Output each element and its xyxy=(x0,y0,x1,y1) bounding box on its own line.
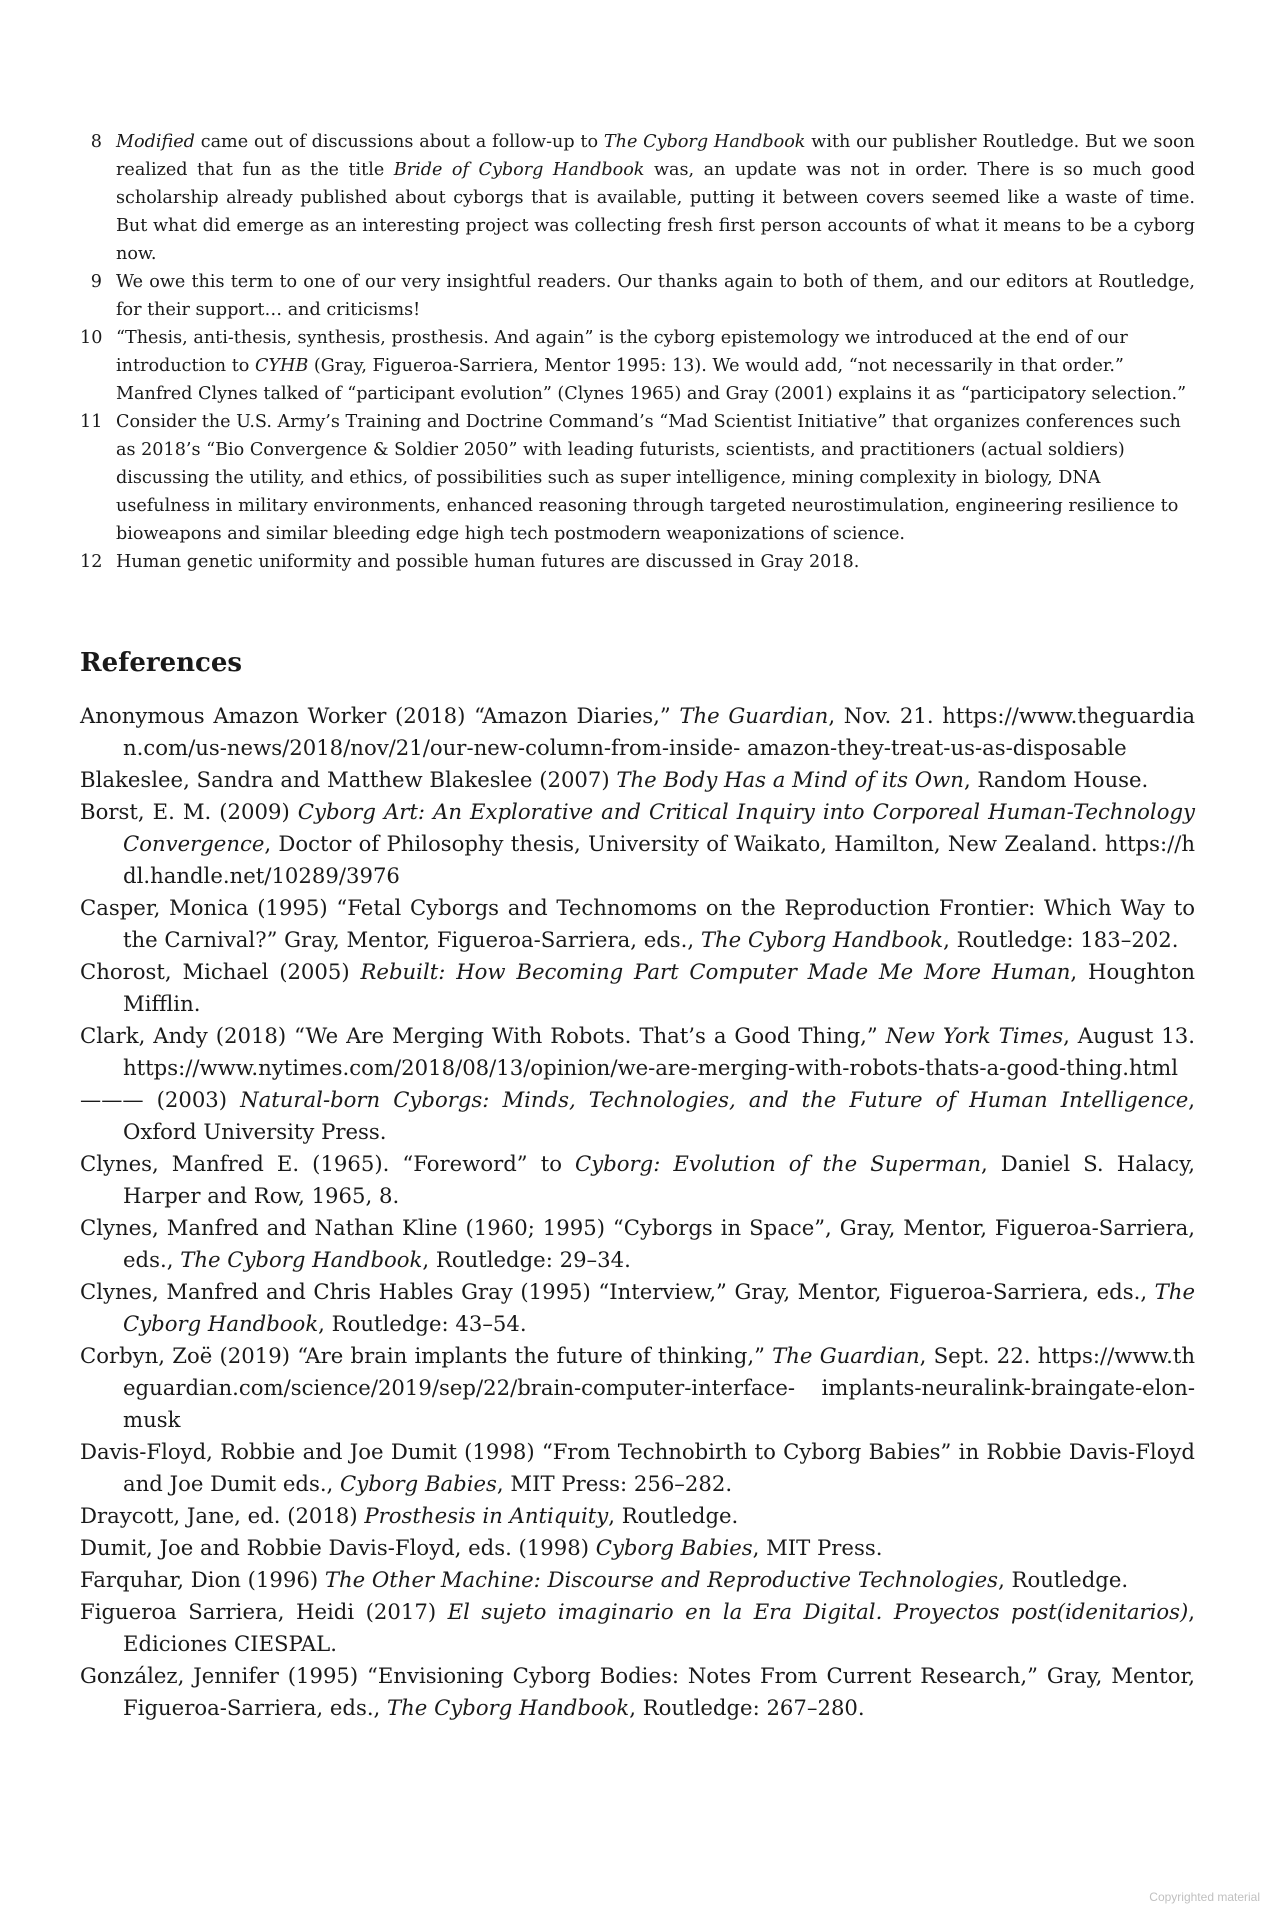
endnote-text xyxy=(116,324,1195,408)
url-text: https://www.theguardian.com/science/2019/sep/22/brain-computer-interface- implants-neuralink-braingate-elon-musk xyxy=(123,1343,1196,1432)
text-run: came out of discussions about a follow-up to xyxy=(194,132,604,152)
endnote-8 xyxy=(80,128,1195,268)
text-run: , Routledge. xyxy=(608,1503,739,1528)
references-heading: References xyxy=(80,648,243,678)
italic-title: Cyborg Babies xyxy=(595,1535,753,1560)
italic-title: Modified xyxy=(116,132,195,152)
text-run: Figueroa Sarriera, Heidi (2017) xyxy=(80,1599,448,1624)
text-run: , Daniel S. Halacy, Harper and Row, 1965, 8. xyxy=(123,1151,1196,1208)
text-run: ——— (2003) xyxy=(80,1087,241,1112)
italic-title: The Cyborg Handbook xyxy=(180,1247,423,1272)
text-run: , Routledge: 43–54. xyxy=(318,1311,527,1336)
text-run: González, Jennifer (1995) “Envisioning Cyborg Bodies: Notes From Current Research,” Gray, Mentor, Figueroa-Sarriera, eds., xyxy=(80,1663,1195,1720)
endnote-number: 10 xyxy=(80,328,103,348)
text-run: , Nov. 21. xyxy=(828,703,943,728)
text-run: , Routledge: 267–280. xyxy=(629,1695,865,1720)
text-run: with our publisher Routledge. But we soon realized that fun as the title xyxy=(116,132,1195,180)
reference-entry xyxy=(80,1436,1195,1500)
endnote-text xyxy=(116,128,1195,268)
reference-entry xyxy=(80,1340,1195,1436)
text-run: “Thesis, anti-thesis, synthesis, prosthesis. And again” is the cyborg epistemology we introduced at the end of our introduction to xyxy=(116,328,1128,376)
url-text: https://www.theguardian.com/us-news/2018/nov/21/our-new-column-from-inside- amazon-they-treat-us-as-disposable xyxy=(123,703,1196,760)
italic-title: The Guardian xyxy=(772,1343,920,1368)
reference-entry xyxy=(80,1564,1195,1596)
endnote-text xyxy=(116,268,1195,324)
italic-title: The Cyborg Handbook xyxy=(603,132,806,152)
text-run: Blakeslee, Sandra and Matthew Blakeslee (2007) xyxy=(80,767,617,792)
copyright-watermark: Copyrighted material xyxy=(1149,1890,1260,1904)
endnote-number: 8 xyxy=(90,132,102,152)
text-run: , Random House. xyxy=(963,767,1149,792)
text-run: , Routledge: 29–34. xyxy=(422,1247,631,1272)
italic-title: The Guardian xyxy=(679,703,829,728)
reference-entry xyxy=(80,892,1195,956)
text-run: Davis-Floyd, Robbie and Joe Dumit (1998) “From Technobirth to Cyborg Babies” in Robbie Davis-Floyd and Joe Dumit eds., xyxy=(80,1439,1195,1496)
endnote-text xyxy=(116,548,1195,576)
endnote-12 xyxy=(80,548,1195,576)
italic-title: Prosthesis in Antiquity xyxy=(364,1503,609,1528)
text-run: Consider the U.S. Army’s Training and Doctrine Command’s “Mad Scientist Initiative” that organizes conferences such as 2018’s “Bio Convergence & Soldier 2050” with leading futurists, scientists, and practitioners (actual soldiers) discussing the utility, and ethics, of possibilities such as super intelligence, mining complexity in biology, DNA usefulness in military environments, enhanced reasoning through targeted neurostimulation, engineering resilience to bioweapons and similar bleeding edge high tech postmodern weaponizations of science. xyxy=(116,412,1181,544)
italic-title: El sujeto imaginario en la Era Digital. Proyectos post(idenitarios) xyxy=(447,1599,1189,1624)
text-run: was, an update was not in order. There is so much good scholarship already published about cyborgs that is available, putting it between covers seemed like a waste of time. But what did emerge as an interesting project was collecting fresh first person accounts of what it means to be a cyborg now. xyxy=(116,160,1195,264)
text-run: , Houghton Mifflin. xyxy=(123,959,1195,1016)
text-run: Clynes, Manfred and Nathan Kline (1960; 1995) “Cyborgs in Space”, Gray, Mentor, Figueroa-Sarriera, eds., xyxy=(80,1215,1195,1272)
italic-title: Cyborg: Evolution of the Superman xyxy=(575,1151,981,1176)
text-run: , Oxford University Press. xyxy=(123,1087,1195,1144)
text-run: Clynes, Manfred and Chris Hables Gray (1995) “Interview,” Gray, Mentor, Figueroa-Sarriera, eds., xyxy=(80,1279,1155,1304)
url-text: https://www.nytimes.com/2018/08/13/opinion/we-are-merging-with-robots-thats-a-good-thing.html xyxy=(123,1055,1179,1080)
endnote-number: 12 xyxy=(80,552,103,572)
text-run: , MIT Press: 256–282. xyxy=(496,1471,733,1496)
text-run: Borst, E. M. (2009) xyxy=(80,799,298,824)
text-run: (Gray, Figueroa-Sarriera, Mentor 1995: 13). We would add, “not necessarily in that order.” Manfred Clynes talked of “participant evolution” (Clynes 1965) and Gray (2001) explains it as “participatory selection.” xyxy=(116,356,1187,404)
italic-title: CYHB xyxy=(254,356,309,376)
text-run: Anonymous Amazon Worker (2018) “Amazon Diaries,” xyxy=(80,703,680,728)
reference-entry xyxy=(80,1148,1195,1212)
endnote-9 xyxy=(80,268,1195,324)
text-run: , August 13. xyxy=(1063,1023,1195,1048)
endnote-text xyxy=(116,408,1195,548)
text-run: Farquhar, Dion (1996) xyxy=(80,1567,325,1592)
text-run: , Ediciones CIESPAL. xyxy=(123,1599,1195,1656)
italic-title: Cyborg Babies xyxy=(340,1471,497,1496)
text-run: Chorost, Michael (2005) xyxy=(80,959,361,984)
italic-title: Natural-born Cyborgs: Minds, Technologies, and the Future of Human Intelligence xyxy=(240,1087,1189,1112)
italic-title: New York Times xyxy=(885,1023,1064,1048)
text-run: , MIT Press. xyxy=(752,1535,883,1560)
italic-title: Bride of Cyborg Handbook xyxy=(393,160,645,180)
text-run: Clynes, Manfred E. (1965). “Foreword” to xyxy=(80,1151,576,1176)
text-run: Clark, Andy (2018) “We Are Merging With Robots. That’s a Good Thing,” xyxy=(80,1023,886,1048)
text-run: Corbyn, Zoë (2019) “Are brain implants the future of thinking,” xyxy=(80,1343,773,1368)
text-run: , Routledge: 183–202. xyxy=(943,927,1179,952)
reference-entry xyxy=(80,796,1195,892)
text-run: Human genetic uniformity and possible human futures are discussed in Gray 2018. xyxy=(116,552,860,572)
reference-entry xyxy=(80,1532,1195,1564)
italic-title: The Cyborg Handbook xyxy=(123,1279,1195,1336)
endnote-number: 11 xyxy=(80,412,103,432)
reference-entry xyxy=(80,1500,1195,1532)
italic-title: The Body Has a Mind of its Own xyxy=(616,767,964,792)
endnote-11 xyxy=(80,408,1195,548)
text-run: , Doctor of Philosophy thesis, University of Waikato, Hamilton, New Zealand. xyxy=(264,831,1105,856)
reference-entry xyxy=(80,1084,1195,1148)
reference-entry xyxy=(80,1660,1195,1724)
reference-entry xyxy=(80,700,1195,764)
text-run: , Sept. 22. xyxy=(919,1343,1038,1368)
italic-title: The Other Machine: Discourse and Reproductive Technologies xyxy=(324,1567,999,1592)
text-run: Casper, Monica (1995) “Fetal Cyborgs and Technomoms on the Reproduction Frontier: Which Way to the Carnival?” Gray, Mentor, Figueroa-Sarriera, eds., xyxy=(80,895,1195,952)
reference-entry xyxy=(80,1212,1195,1276)
italic-title: The Cyborg Handbook xyxy=(387,1695,630,1720)
reference-entry xyxy=(80,1596,1195,1660)
italic-title: Rebuilt: How Becoming Part Computer Made Me More Human xyxy=(360,959,1071,984)
endnotes-list xyxy=(80,128,1195,576)
reference-entry xyxy=(80,956,1195,1020)
reference-entry xyxy=(80,1276,1195,1340)
text-run: We owe this term to one of our very insightful readers. Our thanks again to both of them, and our editors at Routledge, for their support… and criticisms! xyxy=(116,272,1195,320)
text-run: , Routledge. xyxy=(998,1567,1129,1592)
endnote-10 xyxy=(80,324,1195,408)
endnote-number: 9 xyxy=(90,272,102,292)
reference-entry xyxy=(80,764,1195,796)
text-run: Draycott, Jane, ed. (2018) xyxy=(80,1503,365,1528)
references-list xyxy=(80,700,1195,1724)
reference-entry xyxy=(80,1020,1195,1084)
italic-title: The Cyborg Handbook xyxy=(700,927,944,952)
url-text: https://hdl.handle.net/10289/3976 xyxy=(123,831,1195,888)
italic-title: Cyborg Art: An Explorative and Critical Inquiry into Corporeal Human-Technology Convergence xyxy=(123,799,1195,856)
text-run: Dumit, Joe and Robbie Davis-Floyd, eds. (1998) xyxy=(80,1535,596,1560)
